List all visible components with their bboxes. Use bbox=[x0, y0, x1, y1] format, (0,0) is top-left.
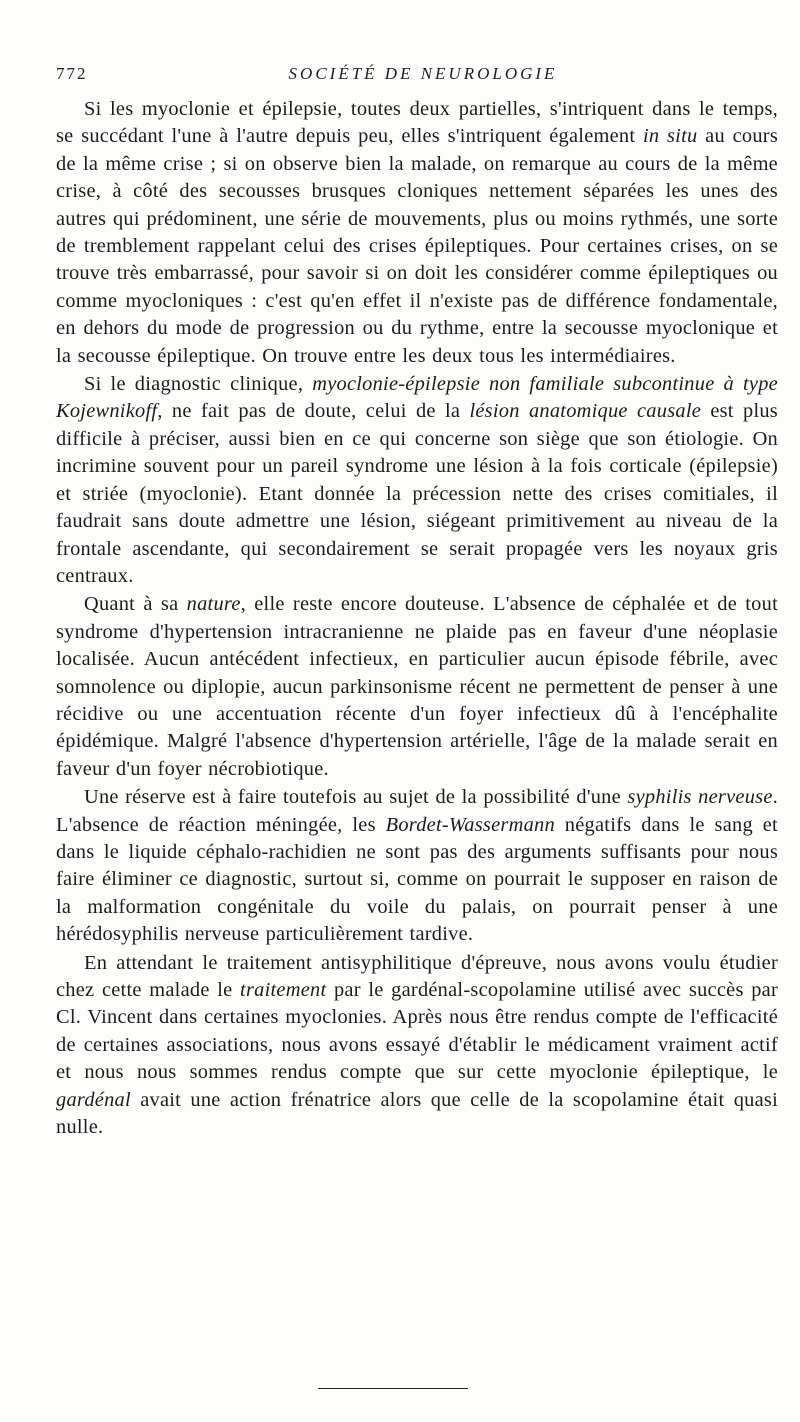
text-segment: En attendant le traitement antisyphilitique d'épreuve, nous avons voulu étudier chez cette malade le bbox=[56, 951, 778, 1001]
paragraph-diagnostic bbox=[56, 371, 778, 590]
italic-segment: lésion anatomique causale bbox=[469, 400, 702, 423]
paragraph-traitement bbox=[56, 950, 778, 1142]
text-segment: est plus difficile à préciser, aussi bien en ce qui concerne son siège que son étiologie. On incrimine souvent pour un pareil syndrome une lésion à la fois corticale (épilepsie) et striée (myoclonie). Etant donnée la précession nette des crises comitiales, il faudrait sans doute admettre une lésion, siégeant primitivement au niveau de la frontale ascendante, qui secondairement se serait propagée vers les noyaux gris centraux. bbox=[56, 400, 778, 587]
text-segment: au cours de la même crise ; si on observe bien la malade, on remarque au cours de la même crise, à côté des secousses brusques cloniques nettement séparées les unes des autres qui prédominent, une série de mouvements, plus ou moins rythmés, une sorte de tremblement rappelant celui des crises épileptiques. Pour certaines crises, on se trouve très embarrassé, pour savoir si on doit les considérer comme épileptiques ou comme myocloniques : c'est qu'en effet il n'existe pas de différence fondamentale, en dehors du mode de progression ou du rythme, entre la secousse myoclonique et la secousse épileptique. On trouve entre les deux tous les intermédiaires. bbox=[56, 125, 778, 367]
text-segment: Quant à sa bbox=[84, 593, 187, 616]
italic-segment: myoclonie-épilepsie non familiale subcontinue à type Kojewnikoff, bbox=[56, 373, 778, 423]
italic-segment: nature bbox=[186, 593, 241, 616]
text-segment: avait une action frénatrice alors que celle de la scopolamine était quasi nulle. bbox=[56, 1088, 778, 1139]
journal-title: SOCIÉTÉ DE NEUROLOGIE bbox=[288, 64, 558, 83]
text-segment: Si les myoclonie et épilepsie, toutes deux partielles, s'intriquent dans le temps, se succédant l'une à l'autre depuis peu, elles s'intriquent également bbox=[56, 98, 778, 148]
italic-segment: in situ bbox=[642, 125, 698, 148]
page-number: 772 bbox=[56, 64, 88, 83]
italic-segment: Bordet-Wassermann bbox=[385, 813, 555, 836]
text-segment: par le gardénal-scopolamine utilisé avec succès par Cl. Vincent dans certaines myoclonies. Après nous être rendus compte de l'efficacité de certaines associations, nous avons essayé d'établir le médicament vraiment actif et nous nous sommes rendus compte que sur cette myoclonie épileptique, le bbox=[56, 979, 779, 1084]
text-segment: . L'absence de réaction méningée, les bbox=[56, 786, 778, 836]
paragraph-syphilis bbox=[56, 784, 778, 948]
italic-segment: traitement bbox=[240, 979, 327, 1001]
text-segment: Si le diagnostic clinique, bbox=[84, 373, 313, 396]
italic-segment: syphilis nerveuse bbox=[627, 786, 773, 809]
text-segment: Une réserve est à faire toutefois au sujet de la possibilité d'une bbox=[84, 786, 628, 809]
paragraph-nature bbox=[56, 591, 778, 783]
paragraph-myoclonie-epilepsie bbox=[56, 96, 778, 370]
text-segment: ne fait pas de doute, celui de la bbox=[162, 400, 470, 423]
text-segment: , elle reste encore douteuse. L'absence de céphalée et de tout syndrome d'hypertension intracranienne ne plaide pas en faveur d'une néoplasie localisée. Aucun antécédent infectieux, en particulier aucun épisode fébrile, avec somnolence ou diplopie, aucun parkinsonisme récent ne permettent de penser à une récidive ou une accentuation récente d'un foyer infectieux dû à l'encéphalite épidémique. Malgré l'absence d'hypertension artérielle, l'âge de la malade serait en faveur d'un foyer nécrobiotique. bbox=[56, 593, 778, 780]
running-head bbox=[56, 64, 760, 92]
italic-segment: gardénal bbox=[56, 1088, 131, 1111]
section-divider bbox=[318, 1388, 468, 1389]
text-segment: négatifs dans le sang et dans le liquide céphalo-rachidien ne sont pas des arguments suffisants pour nous faire éliminer ce diagnostic, surtout si, comme on pourrait le supposer en raison de la malformation congénitale du voile du palais, on pourrait penser à une hérédosyphilis nerveuse particulièrement tardive. bbox=[56, 813, 778, 946]
article-body bbox=[56, 96, 778, 1141]
